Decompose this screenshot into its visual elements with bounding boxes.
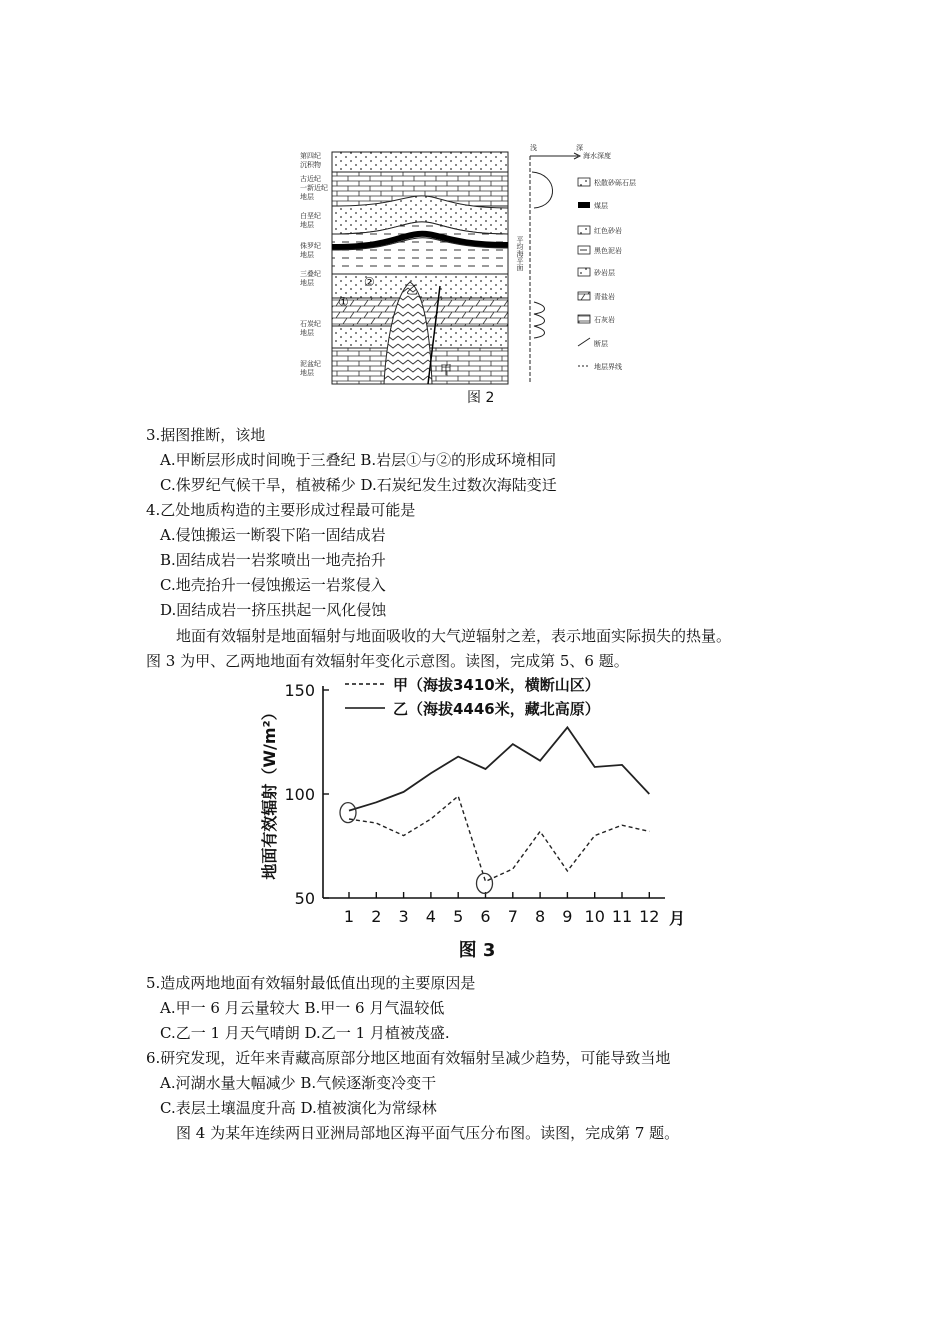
y-axis-label: 地面有效辐射（W/m²）: [260, 704, 279, 880]
point-jia-1: [348, 818, 350, 820]
point-yi-10: [594, 766, 596, 768]
q5-options-cd: C.乙一 1 月天气晴朗 D.乙一 1 月植被茂盛.: [160, 1024, 450, 1042]
point-yi-7: [512, 743, 514, 745]
marker-one: ①: [338, 295, 349, 309]
q4-option-d: D.固结成岩一挤压拱起一风化侵蚀: [160, 601, 387, 619]
x-tick-label-4: 4: [425, 907, 436, 926]
q6-stem: 6.研究发现，近年来青藏高原部分地区地面有效辐射呈减少趋势，可能导致当地: [146, 1049, 671, 1067]
depth-title: 海水深度: [583, 152, 611, 160]
rock-column: [332, 152, 508, 384]
legend-mudstone: 黑色泥岩: [594, 247, 622, 255]
x-tick-label-11: 11: [611, 907, 633, 926]
intro56-line1: 地面有效辐射是地面辐射与地面吸收的大气逆辐射之差，表示地面实际损失的热量。: [176, 627, 732, 645]
figure3-caption: 图 3: [458, 940, 496, 961]
point-yi-6: [485, 768, 487, 770]
q3-options-cd: C.侏罗纪气候干旱，植被稀少 D.石炭纪发生过数次海陆变迁: [160, 476, 557, 494]
legend-label-jia: 甲（海拔3410米，横断山区）: [393, 676, 600, 694]
series-line-jia: [349, 796, 649, 881]
marker-yi: 乙: [406, 283, 419, 297]
legend-coal: 煤层: [594, 202, 608, 210]
depth-deep: 深: [576, 144, 583, 152]
figure2-diagram: [298, 126, 688, 388]
epoch-jurassic: 侏罗纪: [300, 242, 321, 250]
point-jia-12: [648, 830, 650, 832]
marker-jia: 甲: [440, 363, 453, 377]
point-jia-4: [430, 818, 432, 820]
depth-shallow: 浅: [530, 144, 537, 152]
point-yi-8: [539, 760, 541, 762]
point-jia-6: [485, 880, 487, 882]
intro7: 图 4 为某年连续两日亚洲局部地区海平面气压分布图。读图，完成第 7 题。: [176, 1124, 680, 1142]
minimum-circle-mark: [477, 873, 493, 893]
q6-options-cd: C.表层土壤温度升高 D.植被演化为常绿林: [160, 1099, 437, 1117]
x-axis-unit: 月: [669, 909, 686, 928]
epoch-quaternary-2: 沉积物: [300, 161, 321, 169]
q3-stem: 3.据图推断，该地: [146, 426, 266, 444]
legend-red-sandstone: 红色砂岩: [594, 227, 622, 235]
point-jia-8: [539, 830, 541, 832]
minimum-circle-mark: [340, 803, 356, 823]
point-yi-4: [430, 772, 432, 774]
q3-options-ab: A.甲断层形成时间晚于三叠纪 B.岩层①与②的形成环境相同: [160, 451, 557, 469]
intro56-line2: 图 3 为甲、乙两地地面有效辐射年变化示意图。读图，完成第 5、6 题。: [146, 652, 629, 670]
legend-salt: 青盐岩: [594, 293, 615, 301]
epoch-cretaceous: 白垩纪: [300, 212, 321, 220]
q4-option-c: C.地壳抬升一侵蚀搬运一岩浆侵入: [160, 576, 386, 594]
epoch-paleogene-3: 地层: [300, 193, 314, 201]
x-tick-label-10: 10: [584, 907, 605, 926]
x-tick-label-1: 1: [343, 907, 355, 926]
legend-limestone: 石灰岩: [594, 316, 615, 324]
x-tick-label-8: 8: [535, 907, 546, 926]
legend-sandstone: 砂岩层: [594, 269, 615, 277]
legend-gravel: 松散砂砾石层: [594, 179, 636, 187]
q6-options-ab: A.河湖水量大幅减少 B.气候逐渐变冷变干: [160, 1074, 437, 1092]
figure2-caption: 图 2: [467, 390, 495, 406]
point-yi-5: [457, 756, 459, 758]
y-tick-label-50: 50: [294, 889, 315, 908]
series-line-yi: [349, 727, 649, 810]
legend-fault: 断层: [594, 340, 608, 348]
epoch-quaternary: 第四纪: [300, 152, 321, 160]
point-jia-7: [512, 868, 514, 870]
figure2-legend: [578, 178, 636, 371]
epoch-jurassic-2: 地层: [300, 251, 314, 259]
sea-level-label: 平均海平面: [516, 236, 524, 271]
epoch-triassic: 三叠纪: [300, 270, 321, 278]
q4-stem: 4.乙处地质构造的主要形成过程最可能是: [146, 501, 416, 519]
x-tick-label-3: 3: [398, 907, 409, 926]
point-yi-12: [648, 793, 650, 795]
sea-depth-axis: [530, 153, 580, 384]
epoch-devonian: 泥盆纪: [300, 360, 321, 368]
q5-options-ab: A.甲一 6 月云量较大 B.甲一 6 月气温较低: [160, 999, 445, 1017]
epoch-triassic-2: 地层: [300, 279, 314, 287]
point-jia-2: [375, 822, 377, 824]
point-yi-3: [403, 791, 405, 793]
point-jia-11: [621, 824, 623, 826]
marker-two: ②: [364, 275, 375, 289]
x-tick-label-12: 12: [639, 907, 660, 926]
x-tick-label-7: 7: [507, 907, 518, 926]
x-tick-label-9: 9: [562, 907, 573, 926]
y-tick-label-150: 150: [284, 681, 315, 700]
point-jia-3: [403, 835, 405, 837]
point-yi-9: [566, 726, 568, 728]
figure3-chart: [255, 672, 705, 964]
point-jia-5: [457, 795, 459, 797]
y-tick-label-100: 100: [284, 785, 315, 804]
x-tick-label-2: 2: [371, 907, 382, 926]
epoch-paleogene: 古近纪: [300, 175, 321, 183]
point-yi-11: [621, 764, 623, 766]
q4-option-a: A.侵蚀搬运一断裂下陷一固结成岩: [160, 526, 386, 544]
legend-boundary: 地层界线: [594, 363, 622, 371]
point-yi-2: [375, 801, 377, 803]
point-jia-10: [594, 835, 596, 837]
q4-option-b: B.固结成岩一岩浆喷出一地壳抬升: [160, 551, 386, 569]
point-jia-9: [566, 870, 568, 872]
epoch-devonian-2: 地层: [300, 369, 314, 377]
legend-label-yi: 乙（海拔4446米，藏北高原）: [393, 700, 600, 718]
x-tick-label-5: 5: [453, 907, 464, 926]
epoch-carboniferous-2: 地层: [300, 329, 314, 337]
epoch-paleogene-2: 一新近纪: [300, 184, 328, 192]
epoch-carboniferous: 石炭纪: [300, 320, 321, 328]
q5-stem: 5.造成两地地面有效辐射最低值出现的主要原因是: [146, 974, 476, 992]
x-tick-label-6: 6: [480, 907, 491, 926]
epoch-cretaceous-2: 地层: [300, 221, 314, 229]
point-yi-1: [348, 810, 350, 812]
